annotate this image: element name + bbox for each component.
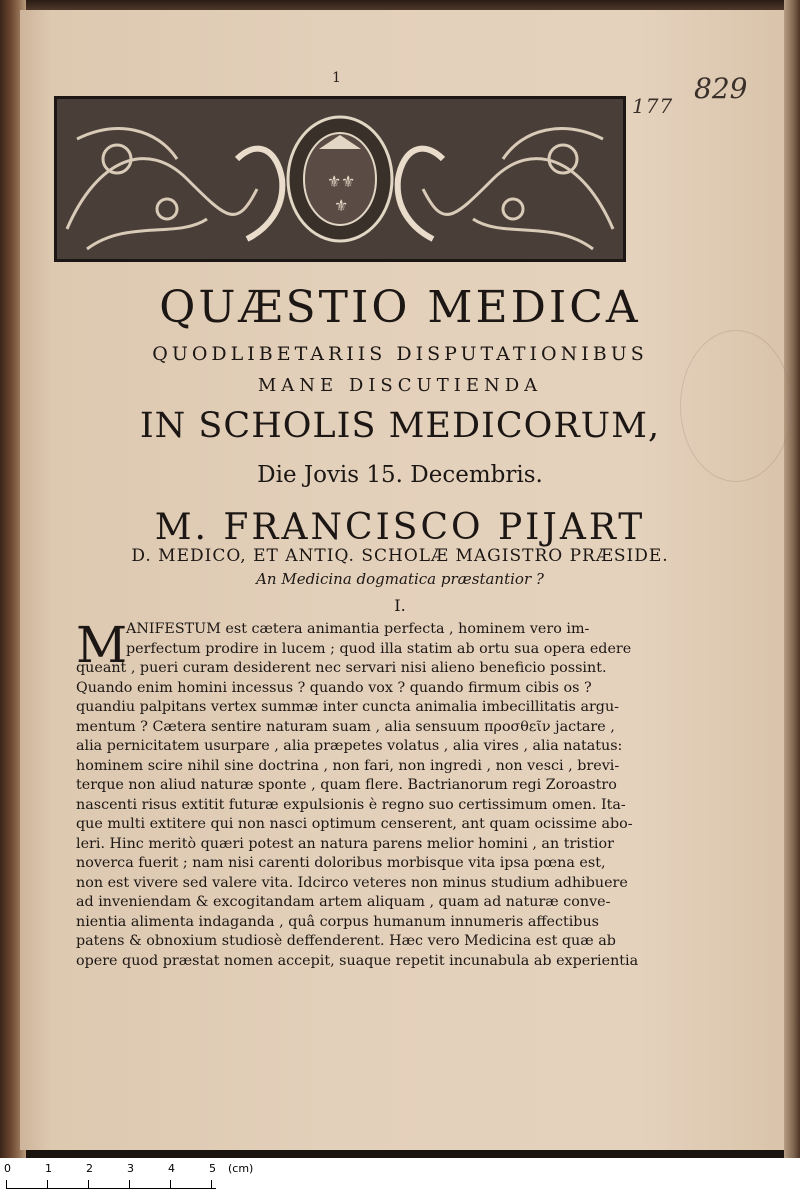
ruler-label: 3 [127,1162,134,1175]
body-line: quandiu palpitans vertex summæ inter cuncta animalia imbecillitatis argu- [76,699,619,715]
question-heading: An Medicina dogmatica præstantior ? [256,570,544,588]
body-line: alia pernicitatem usurpare , alia præpetes volatus , alia vires , alia natatus: [76,738,623,754]
body-line: hominem scire nihil sine doctrina , non fari, non ingredi , non vesci , brevi- [76,757,620,774]
ruler-baseline [6,1188,216,1189]
body-line: nascenti risus extitit futuræ expulsionis è regno suo certissimum omen. Ita- [76,796,626,813]
ruler-label: 1 [45,1162,52,1175]
body-line: ad inveniendam & excogitandam artem aliquam , quam ad naturæ conve- [76,894,611,910]
body-line: leri. Hinc meritò quæri potest an natura parens melior homini , an tristior [76,835,614,852]
drop-cap: M [76,616,128,674]
ornament-image [57,99,623,259]
ruler-tick [88,1180,89,1189]
woodcut-headpiece [54,96,626,262]
ruler-label: 0 [4,1162,11,1175]
body-line: opere quod præstat nomen accepit, suaque repetit incunabula ab experientia [76,952,639,969]
folio-number: 1 [332,70,341,86]
body-line: queant , pueri curam desiderent nec servari nisi alieno beneficio possint. [76,660,607,676]
ruler-label: 5 [209,1162,216,1175]
main-title: QUÆSTIO MEDICA [159,282,641,333]
ruler-tick [170,1180,171,1189]
body-line: patens & obnoxium studiosè deffenderent. Hæc vero Medicina est quæ ab [76,933,616,949]
president-role: D. MEDICO, ET ANTIQ. SCHOLÆ MAGISTRO PRÆSIDE. [131,546,669,566]
ruler-unit-label: (cm) [228,1162,254,1175]
svg-text:⚜: ⚜ [341,172,356,191]
svg-text:⚜: ⚜ [334,196,349,215]
date-line: Die Jovis 15. Decembris. [257,462,543,488]
scale-ruler [0,1158,800,1196]
handwritten-shelfmark: 177 [632,94,674,118]
subtitle-line-3: IN SCHOLIS MEDICORUM, [139,406,661,446]
body-line: noverca fuerit ; nam nisi carenti doloribus morbisque vita ipsa pœna est, [76,855,606,871]
body-line: nientia alimenta indaganda , quâ corpus humanum innumeris affectibus [76,913,599,930]
body-line: que multi extitere qui non nasci optimum censerent, ant quam ocissime abo- [76,816,633,832]
president-name: M. FRANCISCO PIJART [154,507,646,548]
svg-text:⚜: ⚜ [327,172,342,191]
body-line: Quando enim homini incessus ? quando vox ? quando firmum cibis os ? [76,679,592,696]
body-line: perfectum prodire in lucem ; quod illa statim ab ortu sua opera edere [126,640,632,657]
ruler-tick [6,1180,7,1189]
ruler-label: 2 [86,1162,93,1175]
body-line: non est vivere sed valere vita. Idcirco veteres non minus studium adhibuere [76,874,628,891]
body-line: mentum ? Cætera sentire naturam suam , alia sensuum προσθεῖν jactare , [76,718,615,735]
ruler-label: 4 [168,1162,175,1175]
body-line: terque non aliud naturæ sponte , quam flere. Bactrianorum regi Zoroastro [76,777,617,793]
subtitle-line-1: QUODLIBETARIIS DISPUTATIONIBUS [152,343,648,365]
handwritten-number: 829 [694,72,748,105]
ruler-tick [129,1180,130,1189]
ruler-tick [47,1180,48,1189]
section-number: I. [394,596,406,615]
body-line: ANIFESTUM est cætera animantia perfecta , hominem vero im- [126,621,590,637]
ruler-tick [211,1180,212,1189]
subtitle-line-2: MANE DISCUTIENDA [257,375,543,396]
